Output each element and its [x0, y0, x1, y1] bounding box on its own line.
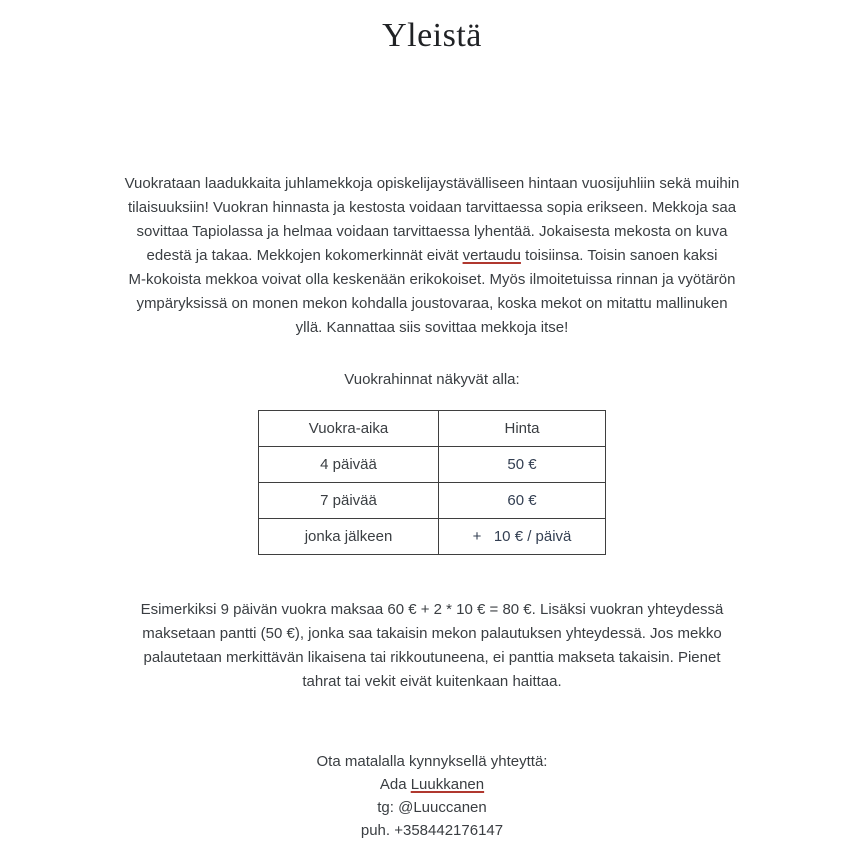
period-cell: jonka jälkeen	[259, 519, 439, 555]
example-line: Esimerkiksi 9 päivän vuokra maksaa 60 € + 2 * 10 € = 80 €. Lisäksi vuokran yhteydessä	[140, 601, 724, 618]
contact-phone: puh. +358442176147	[360, 822, 504, 839]
contact-heading: Ota matalalla kynnyksellä yhteyttä:	[316, 753, 548, 770]
page-title: Yleistä	[382, 17, 482, 54]
intro-line: ympäryksissä on monen mekon kohdalla joustovaraa, koska mekot on mitattu mallinuken	[136, 295, 728, 312]
price-table-header-row	[259, 411, 606, 447]
table-header-period: Vuokra-aika	[259, 411, 439, 447]
period-cell: 7 päivää	[259, 483, 439, 519]
example-line: palautetaan merkittävän likaisena tai rikkoutuneena, ei panttia makseta takaisin. Pienet	[143, 649, 721, 666]
contact-last-name-underlined: Luukkanen	[410, 776, 485, 793]
price-table	[258, 410, 606, 555]
misspelled-word-vertaudu: vertaudu	[462, 247, 521, 264]
example-line: maksetaan pantti (50 €), jonka saa takaisin mekon palautuksen yhteydessä. Jos mekko	[142, 625, 722, 642]
example-line: tahrat tai vekit eivät kuitenkaan haittaa.	[302, 673, 562, 690]
intro-line4-post: toisiinsa. Toisin sanoen kaksi	[520, 247, 718, 264]
intro-line: yllä. Kannattaa siis sovittaa mekkoja itse!	[295, 319, 569, 336]
intro-line: M-kokoista mekkoa voivat olla keskenään erikokoiset. Myös ilmoitetuissa rinnan ja vyötärön	[128, 271, 736, 288]
intro-line: tilaisuuksiin! Vuokran hinnasta ja kestosta voidaan tarvittaessa sopia erikseen. Mekkoja saa	[127, 199, 737, 216]
intro-line4-pre: edestä ja takaa. Mekkojen kokomerkinnät eivät	[146, 247, 463, 264]
contact-telegram: tg: @Luuccanen	[377, 799, 487, 816]
example-paragraph	[72, 598, 792, 694]
price-cell: + 10 € / päivä	[439, 519, 606, 555]
contact-name	[0, 773, 864, 796]
intro-line	[72, 244, 792, 268]
intro-line: sovittaa Tapiolassa ja helmaa voidaan tarvittaessa lyhentää. Jokaisesta mekosta on kuva	[136, 223, 728, 240]
intro-paragraph	[72, 172, 792, 340]
table-row	[259, 483, 606, 519]
period-cell: 4 päivää	[259, 447, 439, 483]
contact-first-name: Ada	[379, 776, 411, 793]
table-header-price: Hinta	[439, 411, 606, 447]
table-row	[259, 447, 606, 483]
intro-line: Vuokrataan laadukkaita juhlamekkoja opiskelijaystävälliseen hintaan vuosijuhliin sekä muihin	[124, 175, 740, 192]
price-cell: 50 €	[439, 447, 606, 483]
price-cell: 60 €	[439, 483, 606, 519]
table-row	[259, 519, 606, 555]
contact-block	[0, 750, 864, 842]
price-intro-text: Vuokrahinnat näkyvät alla:	[344, 371, 520, 388]
